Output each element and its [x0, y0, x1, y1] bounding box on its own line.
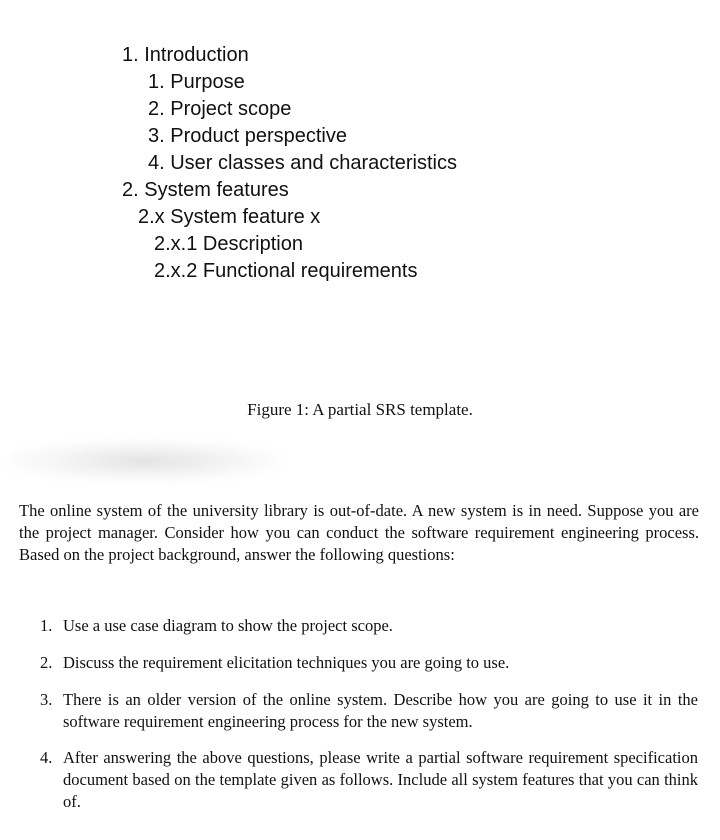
- outline-item-functional-requirements: 2.x.2 Functional requirements: [154, 260, 418, 282]
- question-text: After answering the above questions, please write a partial software requirement specification document based on the template given as follows. Include all system features that you can think of.: [63, 748, 698, 811]
- question-number: 2.: [40, 653, 53, 672]
- outline-item-project-scope: 2. Project scope: [148, 98, 292, 120]
- question-number: 4.: [40, 748, 53, 767]
- outline-item-system-feature-x: 2.x System feature x: [138, 206, 321, 228]
- outline-item-description: 2.x.1 Description: [154, 233, 303, 255]
- outline-item-introduction: 1. Introduction: [122, 44, 249, 66]
- question-text: Discuss the requirement elicitation techniques you are going to use.: [63, 653, 510, 672]
- outline-item-user-classes: 4. User classes and characteristics: [148, 152, 458, 174]
- question-text: There is an older version of the online system. Describe how you are going to use it in the software requirement engineering process for the new system.: [63, 690, 698, 731]
- question-number: 3.: [40, 690, 53, 709]
- outline-item-purpose: 1. Purpose: [148, 71, 245, 93]
- figure-caption: Figure 1: A partial SRS template.: [247, 400, 473, 419]
- srs-template-outline: [0, 0, 720, 300]
- outline-item-system-features: 2. System features: [122, 179, 289, 201]
- question-number: 1.: [40, 616, 53, 635]
- scan-smudge: [10, 440, 280, 482]
- outline-item-product-perspective: 3. Product perspective: [148, 125, 347, 147]
- intro-paragraph: The online system of the university library is out-of-date. A new system is in need. Suppose you are the project manager. Consider how you can conduct the software requirement engineering process. Based on the project background, answer the following questions:: [19, 501, 699, 564]
- question-text: Use a use case diagram to show the project scope.: [63, 616, 393, 635]
